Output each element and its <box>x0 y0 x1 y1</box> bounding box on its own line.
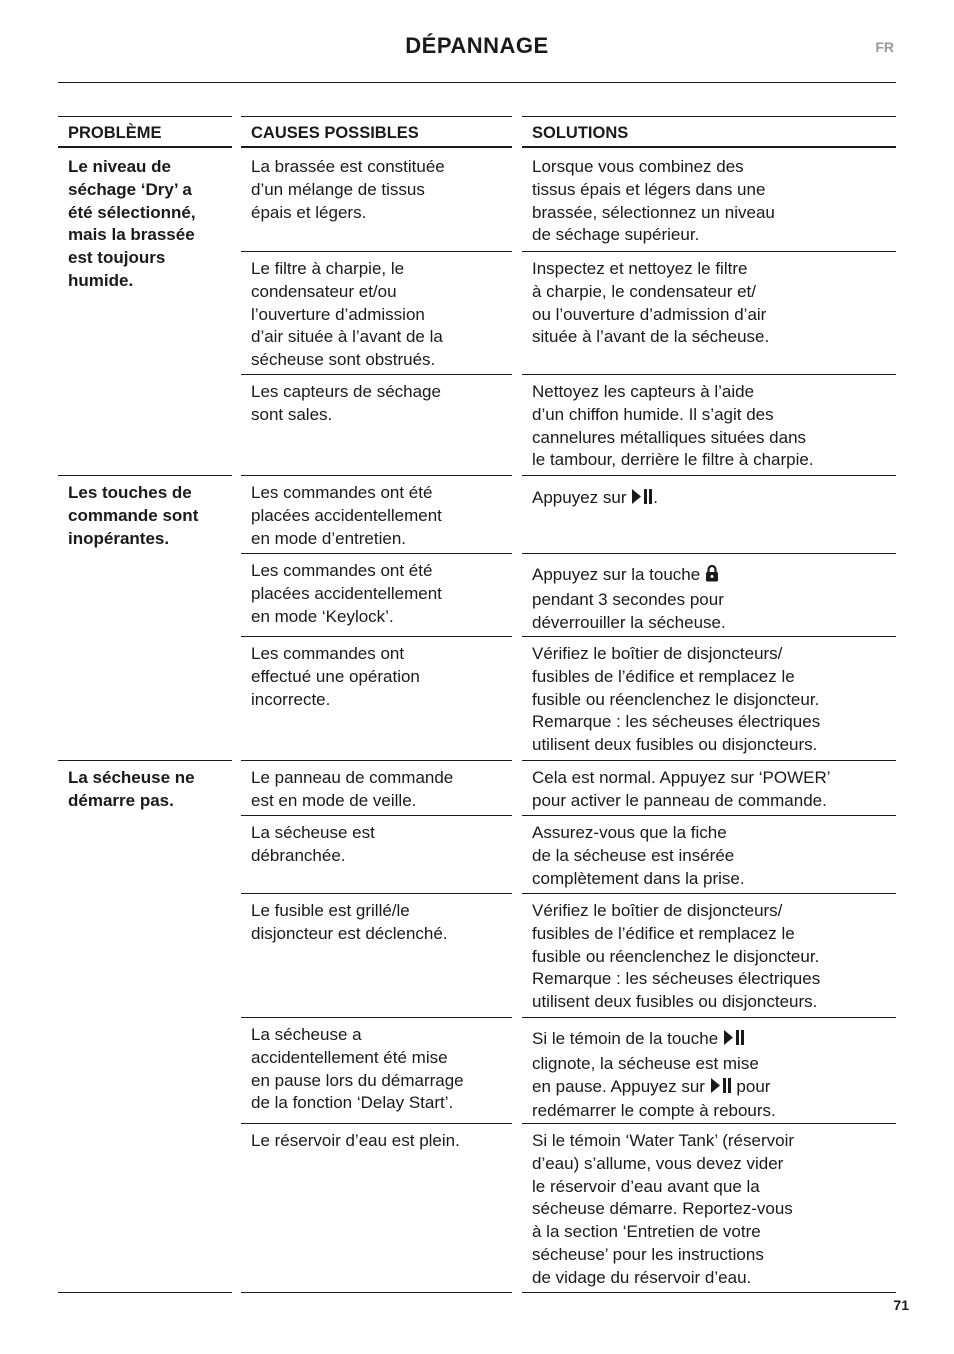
column-header-problem: PROBLÈME <box>58 116 232 148</box>
top-divider <box>58 82 896 83</box>
cause-cell: La sécheuse est débranchée. <box>241 816 512 894</box>
solution-text: Appuyez sur la touche <box>532 565 705 584</box>
cause-cell: Le panneau de commande est en mode de veille. <box>241 761 512 816</box>
solution-text: Appuyez sur <box>532 488 632 507</box>
solution-cell: Vérifiez le boîtier de disjoncteurs/ fusibles de l’édifice et remplacez le fusible ou réenclenchez le disjoncteur. Remarque : les sécheuses électriques utilisent deux fusibles ou disjoncteurs. <box>522 894 896 1018</box>
cause-cell: Les commandes ont été placées accidentellement en mode ‘Keylock’. <box>241 554 512 637</box>
problem-cell: La sécheuse ne démarre pas. <box>58 761 232 1293</box>
column-header-causes: CAUSES POSSIBLES <box>241 116 512 148</box>
cause-cell: Le fusible est grillé/le disjoncteur est déclenché. <box>241 894 512 1018</box>
cause-cell: Le filtre à charpie, le condensateur et/ou l’ouverture d’admission d’air située à l’avant de la sécheuse sont obstrués. <box>241 252 512 375</box>
solution-cell: Si le témoin ‘Water Tank’ (réservoir d’eau) s’allume, vous devez vider le réservoir d’eau avant que la sécheuse démarre. Reportez-vous à la section ‘Entretien de votre sécheuse’ pour les instructions de vidage du réservoir d’eau. <box>522 1124 896 1293</box>
solution-cell <box>522 476 896 554</box>
lock-icon <box>705 564 719 589</box>
play-pause-icon <box>723 1029 745 1053</box>
solution-cell <box>522 554 896 637</box>
column-header-solutions: SOLUTIONS <box>522 116 896 148</box>
solution-text: pendant 3 secondes pour déverrouiller la sécheuse. <box>532 589 726 632</box>
page-title: DÉPANNAGE <box>405 33 549 58</box>
cause-cell: Les capteurs de séchage sont sales. <box>241 375 512 476</box>
play-pause-icon <box>710 1077 732 1101</box>
solution-cell: Cela est normal. Appuyez sur ‘POWER’ pour activer le panneau de commande. <box>522 761 896 816</box>
solution-cell: Assurez-vous que la fiche de la sécheuse est insérée complètement dans la prise. <box>522 816 896 894</box>
cause-cell: Les commandes ont effectué une opération incorrecte. <box>241 637 512 761</box>
solution-text: clignote, la sécheuse est mise en pause. Appuyez sur <box>532 1053 759 1096</box>
solution-cell <box>522 1018 896 1124</box>
cause-cell: Le réservoir d’eau est plein. <box>241 1124 512 1293</box>
problem-cell: Le niveau de séchage ‘Dry’ a été sélectionné, mais la brassée est toujours humide. <box>58 150 232 476</box>
problem-cell: Les touches de commande sont inopérantes. <box>58 476 232 761</box>
cause-cell: La brassée est constituée d’un mélange de tissus épais et légers. <box>241 150 512 252</box>
cause-cell: La sécheuse a accidentellement été mise en pause lors du démarrage de la fonction ‘Delay Start’. <box>241 1018 512 1124</box>
page-number: 71 <box>893 1297 909 1313</box>
cause-cell: Les commandes ont été placées accidentellement en mode d’entretien. <box>241 476 512 554</box>
play-pause-icon <box>631 488 653 512</box>
solution-text: . <box>653 488 658 507</box>
solution-cell: Lorsque vous combinez des tissus épais et légers dans une brassée, sélectionnez un niveau de séchage supérieur. <box>522 150 896 252</box>
language-tag: FR <box>875 39 894 55</box>
solution-cell: Inspectez et nettoyez le filtre à charpie, le condensateur et/ ou l’ouverture d’admission d’air située à l’avant de la sécheuse. <box>522 252 896 375</box>
solution-text: pour redémarrer le compte à rebours. <box>532 1076 776 1121</box>
solution-cell: Nettoyez les capteurs à l’aide d’un chiffon humide. Il s’agit des cannelures métalliques situées dans le tambour, derrière le filtre à charpie. <box>522 375 896 476</box>
solution-text: Si le témoin de la touche <box>532 1029 723 1048</box>
solution-cell: Vérifiez le boîtier de disjoncteurs/ fusibles de l’édifice et remplacez le fusible ou réenclenchez le disjoncteur. Remarque : les sécheuses électriques utilisent deux fusibles ou disjoncteurs. <box>522 637 896 761</box>
